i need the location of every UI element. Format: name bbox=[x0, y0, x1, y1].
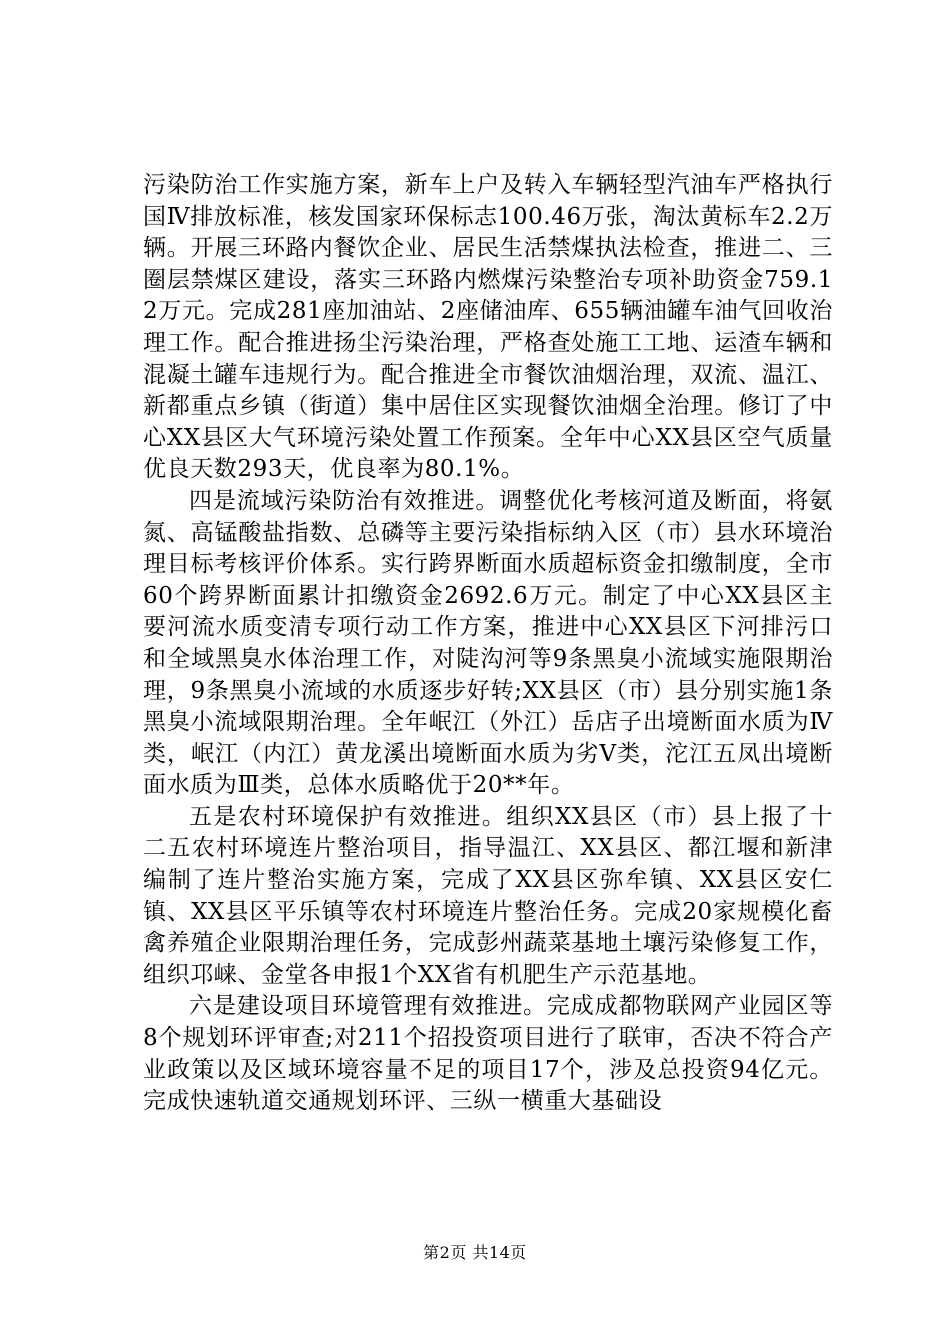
page-footer: 第2页 共14页 bbox=[423, 1243, 527, 1262]
paragraph-project-management: 六是建设项目环境管理有效推进。完成成都物联网产业园区等8个规划环评审查;对211个招投资项目进行了联审，否决不符合产业政策以及区域环境容量不足的项目17个，涉及总投资94亿元。完成快速轨道交通规划环评、三纵一横重大基础设 bbox=[143, 993, 833, 1115]
paragraph-air-pollution: 污染防治工作实施方案，新车上户及转入车辆轻型汽油车严格执行国Ⅳ排放标准，核发国家环保标志100.46万张，淘汰黄标车2.2万辆。开展三环路内餐饮企业、居民生活禁煤执法检查，推进二、三圈层禁煤区建设，落实三环路内燃煤污染整治专项补助资金759.12万元。完成281座加油站、2座储油库、655辆油罐车油气回收治理工作。配合推进扬尘污染治理，严格查处施工工地、运渣车辆和混凝土罐车违规行为。配合推进全市餐饮油烟治理，双流、温江、新都重点乡镇（街道）集中居住区实现餐饮油烟全治理。修订了中心XX县区大气环境污染处置工作预案。全年中心XX县区空气质量优良天数293天，优良率为80.1%。 bbox=[143, 172, 833, 483]
paragraph-rural-environment: 五是农村环境保护有效推进。组织XX县区（市）县上报了十二五农村环境连片整治项目，指导温江、XX县区、都江堰和新津编制了连片整治实施方案，完成了XX县区弥牟镇、XX县区安仁镇、XX县区平乐镇等农村环境连片整治任务。完成20家规模化畜禽养殖企业限期治理任务，完成彭州蔬菜基地土壤污染修复工作，组织邛崃、金堂各申报1个XX省有机肥生产示范基地。 bbox=[143, 803, 833, 988]
document-body bbox=[143, 170, 833, 1118]
paragraph-watershed-pollution: 四是流域污染防治有效推进。调整优化考核河道及断面，将氨氮、高锰酸盐指数、总磷等主要污染指标纳入区（市）县水环境治理目标考核评价体系。实行跨界断面水质超标资金扣缴制度，全市60个跨界断面累计扣缴资金2692.6万元。制定了中心XX县区主要河流水质变清专项行动工作方案，推进中心XX县区下河排污口和全域黑臭水体治理工作，对陡沟河等9条黑臭小流域实施限期治理，9条黑臭小流域的水质逐步好转;XX县区（市）县分别实施1条黑臭小流域限期治理。全年岷江（外江）岳店子出境断面水质为Ⅳ类，岷江（内江）黄龙溪出境断面水质为劣Ⅴ类，沱江五凤出境断面水质为Ⅲ类，总体水质略优于20**年。 bbox=[143, 487, 833, 799]
